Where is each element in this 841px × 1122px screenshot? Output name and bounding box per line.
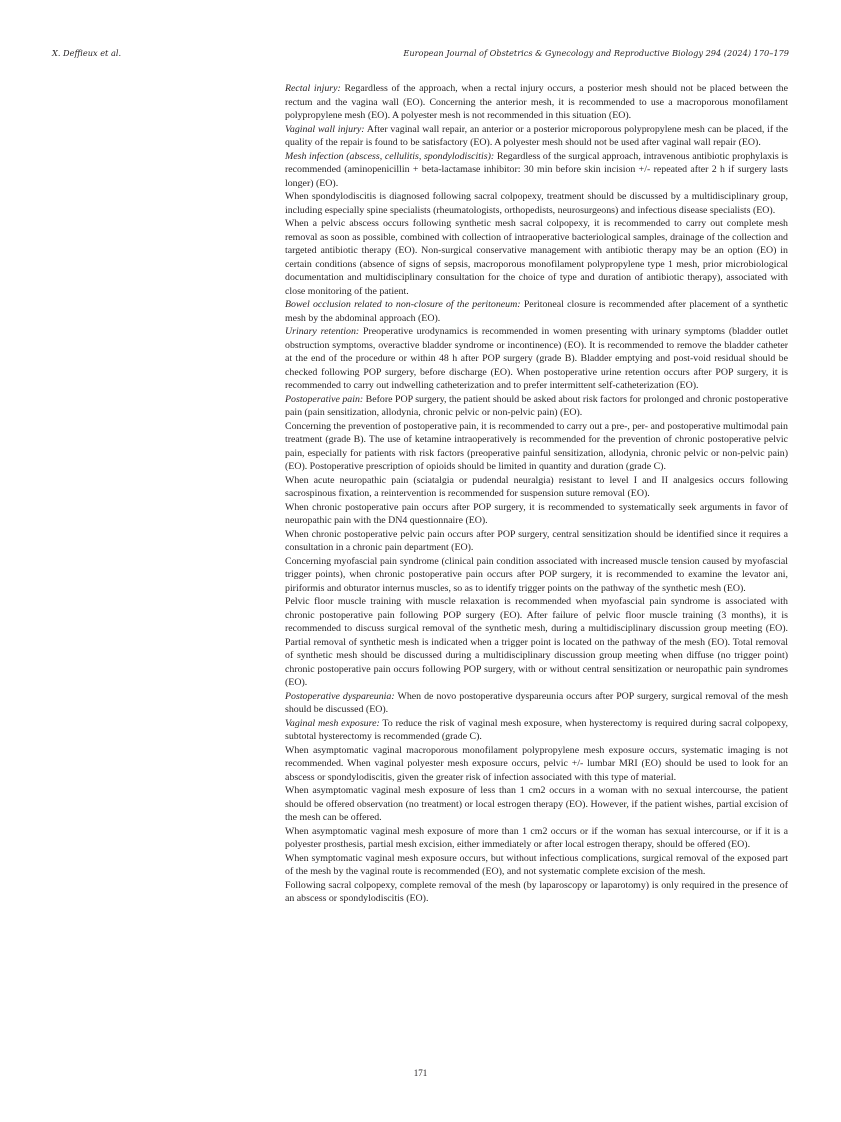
paragraph-text: When chronic postoperative pelvic pain occurs after POP surgery, central sensitization should be identified since it requires a consultation in a chronic pain department (EO). (285, 528, 788, 553)
paragraph-lead: Postoperative pain: (285, 393, 364, 405)
paragraph-lead: Mesh infection (abscess, cellulitis, spondylodiscitis): (285, 150, 495, 162)
paragraph (285, 528, 788, 555)
paragraph-lead: Postoperative dyspareunia: (285, 690, 395, 702)
paragraph-text: When de novo postoperative dyspareunia occurs after POP surgery, surgical removal of the mesh should be discussed (EO). (285, 690, 789, 715)
paragraph (285, 298, 788, 325)
paragraph (285, 555, 788, 596)
paragraph (285, 190, 788, 217)
paragraph-text: When acute neuropathic pain (sciatalgia or pudendal neuralgia) resistant to level I and II analgesics occurs following sacrospinous fixation, a reintervention is recommended for suspension suture removal (EO). (285, 474, 788, 499)
paragraph-text: Concerning myofascial pain syndrome (clinical pain condition associated with increased muscle tension caused by myofascial trigger points), when chronic postoperative pain occurs after POP surgery, it is recommended to examine the levator ani, piriformis and obturator internus muscles, so as to identify trigger points on the pathway of the synthetic mesh (EO). (285, 555, 788, 594)
paragraph-lead: Bowel occlusion related to non-closure of the peritoneum: (285, 299, 521, 310)
paragraph (285, 474, 788, 501)
paragraph-text: Peritoneal closure is recommended after placement of a synthetic mesh by the abdominal approach (EO). (285, 299, 788, 324)
header-journal: European Journal of Obstetrics & Gynecology and Reproductive Biology 294 (2024) 170–179 (403, 48, 789, 58)
paragraph-text: When a pelvic abscess occurs following synthetic mesh sacral colpopexy, it is recommended to carry out complete mesh removal as soon as possible, combined with collection of intraoperative bacteriological samples, drainage of the collection and targeted antibiotic therapy (EO). Non-surgical conservative management with antibiotic therapy may be an option (EO) in certain conditions (absence of signs of sepsis, macroporous monofilament polypropylene type 1 mesh, prior microbiological documentation and multidisciplinary consultation for the choice of type and duration of antibiotic therapy), associated with close monitoring of the patient. (285, 218, 788, 297)
paragraph (285, 879, 788, 906)
paragraph-lead: Rectal injury: (285, 83, 341, 94)
paragraph-text: When asymptomatic vaginal macroporous monofilament polypropylene mesh exposure occurs, systematic imaging is not recommended. When vaginal polyester mesh exposure occurs, pelvic +/- lumbar MRI (EO) should be used to look for an abscess or spondylodiscitis, given the greater risk of infection associated with this type of material. (285, 744, 788, 783)
header-authors: X. Deffieux et al. (52, 48, 122, 58)
paragraph (285, 690, 788, 717)
paragraph-text: Preoperative urodynamics is recommended in women presenting with urinary symptoms (bladder outlet obstruction symptoms, overactive bladder syndrome or incontinence) (EO). It is recommended to remove the bladder catheter at the end of the procedure or within 48 h after POP surgery (grade B). Bladder emptying and post-void residual should be checked following POP surgery, before discharge (EO). When postoperative urine retention occurs after POP surgery, it is recommended to carry out indwelling catheterization and to prefer intermittent self-catheterization (EO). (285, 326, 788, 391)
paragraph-text: After vaginal wall repair, an anterior or a posterior microporous polypropylene mesh can be placed, if the quality of the repair is found to be satisfactory (EO). A polyester mesh should not be used after vaginal wall repair (EO). (285, 123, 789, 148)
paragraph-text: To reduce the risk of vaginal mesh exposure, when hysterectomy is required during sacral colpopexy, subtotal hysterectomy is recommended (grade C). (285, 717, 788, 742)
paragraph-text: Pelvic floor muscle training with muscle relaxation is recommended when myofascial pain syndrome is associated with chronic postoperative pain following POP surgery (EO). After failure of pelvic floor muscle training (3 months), it is recommended to discuss surgical removal of the synthetic mesh, during a multidisciplinary discussion group meeting (EO). Partial removal of synthetic mesh is indicated when a trigger point is located on the pathway of the mesh (EO). Total removal of synthetic mesh should be discussed during a multidisciplinary discussion group meeting when diffuse (no trigger point) chronic postoperative pain occurs following POP surgery, with or without central sensitization or neuropathic pain syndromes (EO). (285, 596, 788, 688)
paragraph (285, 325, 788, 393)
paragraph-text: Regardless of the surgical approach, intravenous antibiotic prophylaxis is recommended (aminopenicillin + beta-lactamase inhibitor: 30 min before skin incision +/- repeated after 2 h if surgery lasts longer) (EO). (285, 150, 789, 189)
running-header (52, 48, 789, 62)
paragraph (285, 123, 788, 150)
paragraph-lead: Vaginal mesh exposure: (285, 717, 380, 729)
paragraph-text: Before POP surgery, the patient should be asked about risk factors for prolonged and chronic postoperative pain (pain sensitization, allodynia, chronic pelvic or non-pelvic pain) (EO). (285, 393, 788, 418)
paragraph (285, 420, 788, 474)
paragraph (285, 82, 788, 123)
paragraph-text: Following sacral colpopexy, complete removal of the mesh (by laparoscopy or laparotomy) is only required in the presence of an abscess or spondylodiscitis (EO). (285, 879, 788, 904)
paragraph (285, 852, 788, 879)
paragraph (285, 217, 788, 298)
paragraph-text: When asymptomatic vaginal mesh exposure of less than 1 cm2 occurs in a woman with no sexual intercourse, the patient should be offered observation (no treatment) or local estrogen therapy (EO). However, if the patient wishes, partial excision of the mesh can be offered. (285, 785, 788, 823)
paragraph-text: Regardless of the approach, when a rectal injury occurs, a posterior mesh should not be placed between the rectum and the vagina wall (EO). Concerning the anterior mesh, it is recommended to use a macroporous monofilament polypropylene mesh (EO). A polyester mesh is not recommended in this situation (EO). (285, 83, 788, 121)
paragraph (285, 150, 788, 191)
paragraph-lead: Urinary retention: (285, 326, 360, 337)
paragraph-text: When chronic postoperative pain occurs after POP surgery, it is recommended to systematically seek arguments in favor of neuropathic pain with the DN4 questionnaire (EO). (285, 501, 788, 526)
paragraph-lead: Vaginal wall injury: (285, 123, 365, 135)
paragraph (285, 501, 788, 528)
paragraph-text: When symptomatic vaginal mesh exposure occurs, but without infectious complications, surgical removal of the exposed part of the mesh by the vaginal route is recommended (EO), and not systematic complete excision of the mesh. (285, 852, 788, 877)
paragraph-text: When asymptomatic vaginal mesh exposure of more than 1 cm2 occurs or if the woman has sexual intercourse, or if it is a polyester prosthesis, partial mesh excision, either immediately or after local estrogen therapy, should be offered (EO). (285, 825, 788, 850)
paragraph-text: Concerning the prevention of postoperative pain, it is recommended to carry out a pre-, per- and postoperative multimodal pain treatment (grade B). The use of ketamine intraoperatively is recommended for the prevention of chronic postoperative pelvic pain, especially for patients with risk factors (preoperative painful sensitization, allodynia, chronic pelvic or non-pelvic pain) (EO). Postoperative prescription of opioids should be limited in quantity and duration (grade C). (285, 420, 788, 472)
paragraph (285, 825, 788, 852)
body-text (285, 82, 788, 906)
paragraph (285, 744, 788, 785)
paragraph (285, 595, 788, 690)
paragraph-text: When spondylodiscitis is diagnosed following sacral colpopexy, treatment should be discussed by a multidisciplinary group, including especially spine specialists (rheumatologists, orthopedists, neurosurgeons) and infectious disease specialists (EO). (285, 191, 788, 216)
paragraph (285, 393, 788, 420)
paragraph (285, 784, 788, 825)
page-number: 171 (413, 1068, 428, 1078)
paragraph (285, 717, 788, 744)
